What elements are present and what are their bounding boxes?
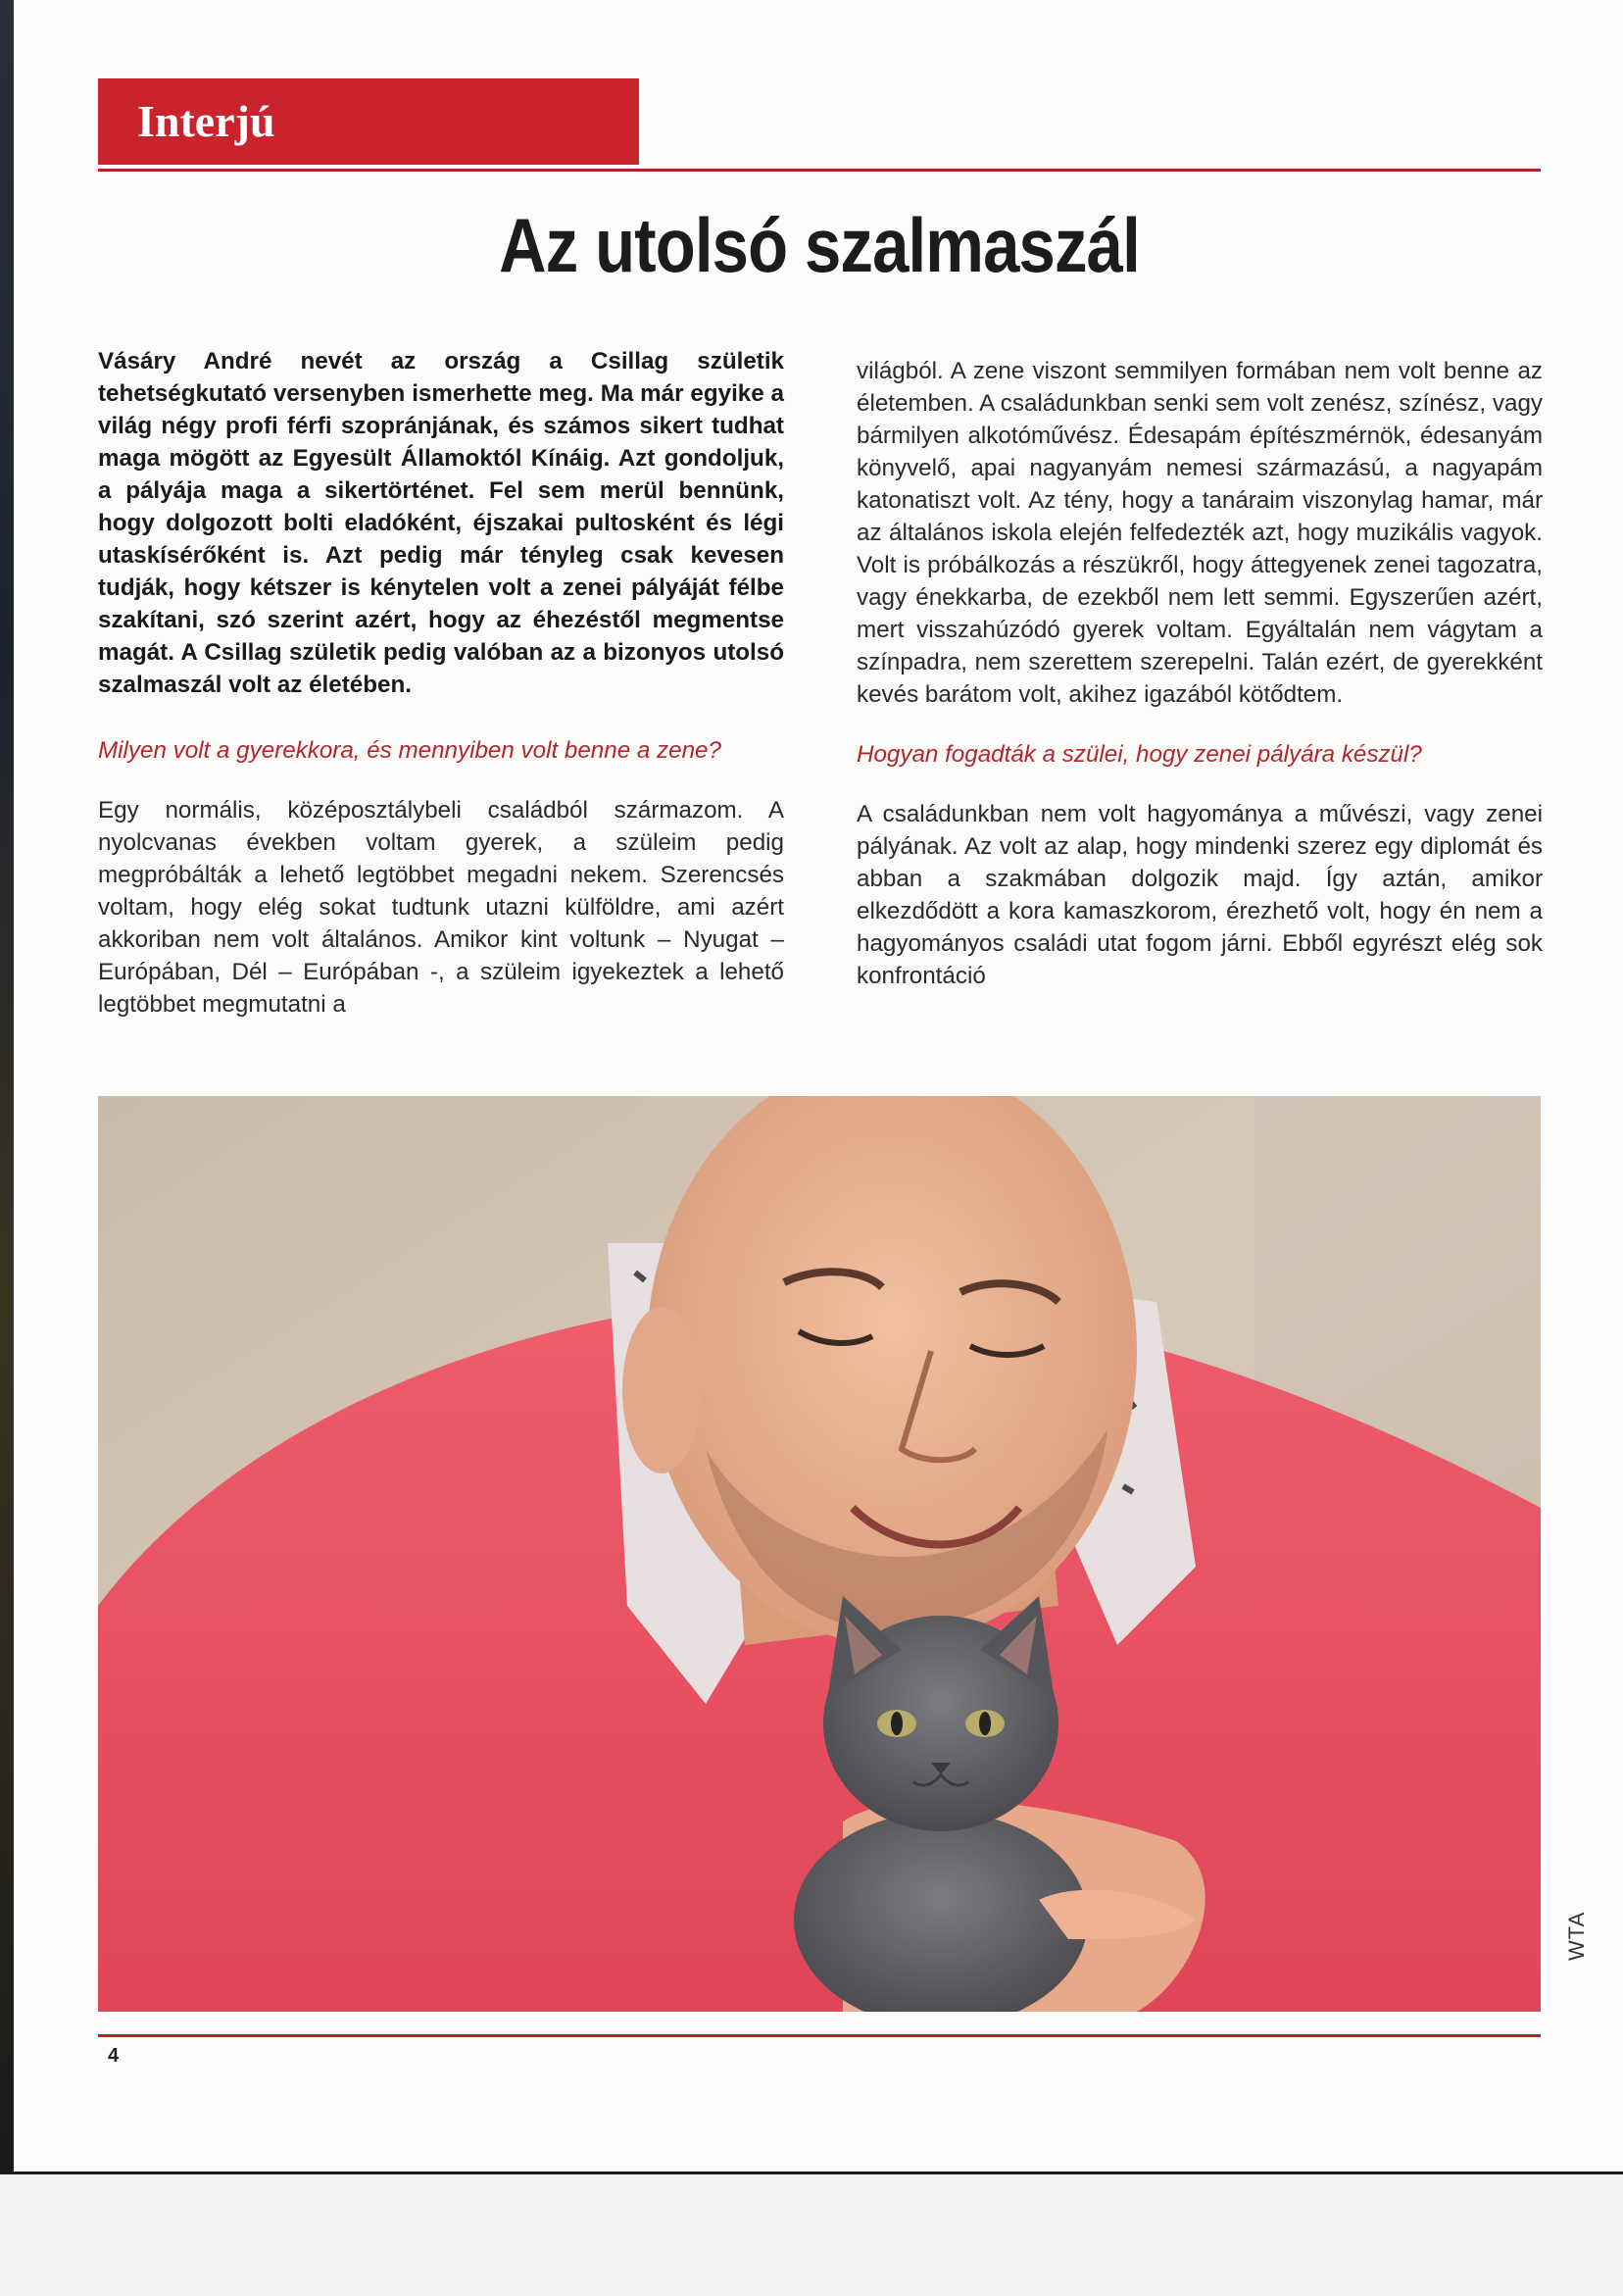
article-title: Az utolsó szalmaszál bbox=[499, 202, 1140, 288]
photo-credit: WTA bbox=[1564, 1911, 1589, 1961]
scan-bottom-margin bbox=[0, 2171, 1623, 2296]
article-lead: Vásáry André nevét az ország a Csillag születik tehetségkutató versenyben ismerhette meg. Ma már egyike a világ négy profi férfi szopránjának, és számos sikert tudhat maga mögött az Egyesült Államoktól Kínáig. Azt gondoljuk, a pályája maga a sikertörténet. Fel sem merül bennünk, hogy dolgozott bolti eladóként, éjszakai pultosként és légi utaskísérőként is. Azt pedig már tényleg csak kevesen tudják, hogy kétszer is kénytelen volt a zenei pályáját félbe szakítani, szó szerint azért, hogy az éhezéstől megmentse magát. A Csillag születik pedig valóban az a bizonyos utolsó szalmaszál volt az életében. bbox=[98, 348, 784, 698]
page-number: 4 bbox=[108, 2045, 120, 2067]
article-photo bbox=[98, 1096, 1541, 2012]
man-with-kitten-illustration bbox=[98, 1096, 1541, 2012]
magazine-spine bbox=[0, 0, 14, 2171]
header-rule bbox=[98, 169, 1541, 172]
interview-question-2: Hogyan fogadták a szülei, hogy zenei pályára készül? bbox=[857, 741, 1422, 768]
interview-answer-1-part-1: Egy normális, középosztálybeli családból származom. A nyolcvanas években voltam gyerek, a szüleim pedig megpróbálták a lehető legtöbbet megadni nekem. Szerencsés voltam, hogy elég sokat tudtunk utazni külföldre, ami azért akkoriban nem volt általános. Amikor kint voltunk – Nyugat – Európában, Dél – Európában -, a szüleim igyekeztek a lehető legtöbbet megmutatni a bbox=[98, 797, 784, 1018]
section-label: Interjú bbox=[98, 78, 639, 165]
interview-answer-2: A családunkban nem volt hagyománya a művészi, vagy zenei pályának. Az volt az alap, hogy mindenki szerez egy diplomát és abban a szakmában dolgozik majd. Így aztán, amikor elkezdődött a kora kamaszkorom, érezhető volt, hogy én nem a hagyományos családi utat fogom járni. Ebből egyrészt elég sok konfrontáció bbox=[857, 801, 1543, 989]
interview-question-1: Milyen volt a gyerekkora, és mennyiben volt benne a zene? bbox=[98, 737, 721, 764]
left-column bbox=[98, 345, 784, 1021]
interview-answer-1-part-2: világból. A zene viszont semmilyen formában nem volt benne az életemben. A családunkban senki sem volt zenész, színész, vagy bármilyen alkotóművész. Édesapám építészmérnök, édesanyám könyvelő, apai nagyanyám nemesi származású, a nagyapám katonatiszt volt. Az tény, hogy a tanáraim viszonylag hamar, már az általános iskola elején felfedezték azt, hogy muzikális vagyok. Volt is próbálkozás a részükről, hogy áttegyenek zenei tagozatra, vagy énekkarba, de ezekből nem lett semmi. Egyszerűen azért, mert visszahúzódó gyerek voltam. Egyáltalán nem vágytam a színpadra, nem szerettem szerepelni. Talán ezért, de gyerekként kevés barátom volt, akihez igazából kötődtem. bbox=[857, 358, 1543, 708]
footer-rule bbox=[98, 2034, 1541, 2037]
right-column bbox=[857, 355, 1543, 992]
